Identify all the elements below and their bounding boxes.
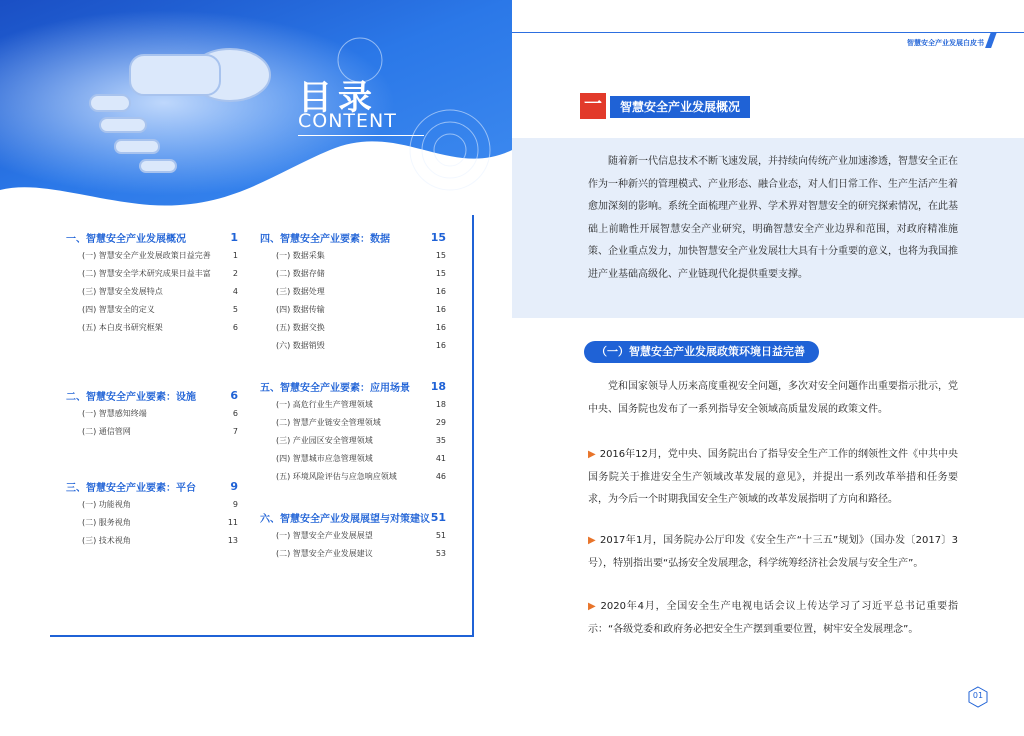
toc-section-heading[interactable]: 五、智慧安全产业要素：应用场景 18 [260, 379, 446, 394]
toc-section-1 [66, 228, 238, 336]
toc-title: 目录 [298, 78, 378, 118]
toc-item[interactable]: (四) 智慧城市应急管理领域 41 [276, 453, 446, 463]
toc-item[interactable]: (二) 服务视角 11 [82, 517, 238, 527]
page-number: 01 [968, 686, 988, 708]
toc-section-6 [260, 508, 446, 562]
header-rule [512, 32, 1024, 33]
content-page [512, 0, 1024, 736]
intro-paragraph: 随着新一代信息技术不断飞速发展，并持续向传统产业加速渗透，智慧安全正在作为一种新兴的管理模式、产业形态、融合业态，对人们日常工作、生产生活产生着愈加深刻的影响。系统全面梳理产业界、学术界对智慧安全的研究探索情况，在此基础上前瞻性开展智慧安全产业研究，明确智慧安全产业边界和范围，对政府精准施策、企业重点发力，加快智慧安全产业发展壮大具有十分重要的意义，也将为我国推进产业基础高级化、产业链现代化提供重要支撑。 [588, 156, 958, 280]
toc-item[interactable]: (一) 智慧感知终端 6 [82, 408, 238, 418]
triangle-bullet-icon: ▶ [588, 601, 597, 612]
triangle-bullet-icon: ▶ [588, 535, 596, 546]
toc-item[interactable]: (二) 数据存储 15 [276, 268, 446, 278]
toc-item[interactable]: (三) 产业园区安全管理领域 35 [276, 435, 446, 445]
toc-item[interactable]: (六) 数据销毁 16 [276, 340, 446, 350]
toc-section-heading[interactable]: 二、智慧安全产业要素：设施 6 [66, 388, 238, 403]
title-divider [298, 135, 424, 136]
toc-item[interactable]: (四) 智慧安全的定义 5 [82, 304, 238, 314]
toc-item[interactable]: (一) 功能视角 9 [82, 499, 238, 509]
toc-item[interactable]: (五) 本白皮书研究框架 6 [82, 322, 238, 332]
toc-item[interactable]: (三) 数据处理 16 [276, 286, 446, 296]
toc-section-heading[interactable]: 三、智慧安全产业要素：平台 9 [66, 479, 238, 494]
toc-section-heading[interactable]: 四、智慧安全产业要素：数据 15 [260, 230, 446, 245]
body-paragraph-bullet: ▶ 2020年4月，全国安全生产电视电话会议上传达学习了习近平总书记重要指示：“各级党委和政府务必把安全生产摆到重要位置，树牢安全发展理念”。 [588, 601, 958, 635]
toc-item[interactable]: (二) 智慧安全学术研究成果日益丰富 2 [82, 268, 238, 278]
toc-section-2 [66, 386, 238, 440]
toc-item[interactable]: (二) 通信管网 7 [82, 426, 238, 436]
triangle-bullet-icon: ▶ [588, 449, 596, 460]
toc-subtitle: CONTENT [298, 110, 397, 132]
toc-item[interactable]: (五) 数据交换 16 [276, 322, 446, 332]
toc-item[interactable]: (二) 智慧产业链安全管理领域 29 [276, 417, 446, 427]
toc-item[interactable]: (三) 技术视角 13 [82, 535, 238, 545]
toc-item[interactable]: (一) 智慧安全产业发展政策日益完善 1 [82, 250, 238, 260]
toc-item[interactable]: (一) 智慧安全产业发展展望 51 [276, 530, 446, 540]
toc-section-heading[interactable]: 一、智慧安全产业发展概况 1 [66, 230, 238, 245]
toc-section-3 [66, 477, 238, 549]
body-paragraph: 党和国家领导人历来高度重视安全问题，多次对安全问题作出重要指示批示，党中央、国务院也发布了一系列指导安全领域高质量发展的政策文件。 [588, 381, 958, 415]
toc-item[interactable]: (一) 数据采集 15 [276, 250, 446, 260]
header-accent [985, 32, 997, 48]
body-paragraph-bullet: ▶ 2016年12月，党中央、国务院出台了指导安全生产工作的纲领性文件《中共中央国务院关于推进安全生产领域改革发展的意见》，并提出一系列改革举措和任务要求，为今后一个时期我国安全生产领域的改革发展指明了方向和路径。 [588, 449, 958, 505]
toc-section-heading[interactable]: 六、智慧安全产业发展展望与对策建议 51 [260, 510, 446, 525]
toc-item[interactable]: (三) 智慧安全发展特点 4 [82, 286, 238, 296]
toc-item[interactable]: (一) 高危行业生产管理领域 18 [276, 399, 446, 409]
toc-section-4 [260, 228, 446, 354]
subsection-title: （一）智慧安全产业发展政策环境日益完善 [584, 341, 819, 363]
chapter-number-badge: 一 [580, 93, 606, 119]
toc-item[interactable]: (五) 环境风险评估与应急响应领域 46 [276, 471, 446, 481]
toc-item[interactable]: (二) 智慧安全产业发展建议 53 [276, 548, 446, 558]
toc-section-5 [260, 377, 446, 485]
running-header: 智慧安全产业发展白皮书 [907, 39, 984, 47]
toc-item[interactable]: (四) 数据传输 16 [276, 304, 446, 314]
chapter-title: 智慧安全产业发展概况 [610, 96, 750, 118]
body-paragraph-bullet: ▶ 2017年1月，国务院办公厅印发《安全生产“十三五”规划》（国办发〔2017〕3号），特别指出要“弘扬安全发展理念，科学统筹经济社会发展与安全生产”。 [588, 535, 958, 569]
